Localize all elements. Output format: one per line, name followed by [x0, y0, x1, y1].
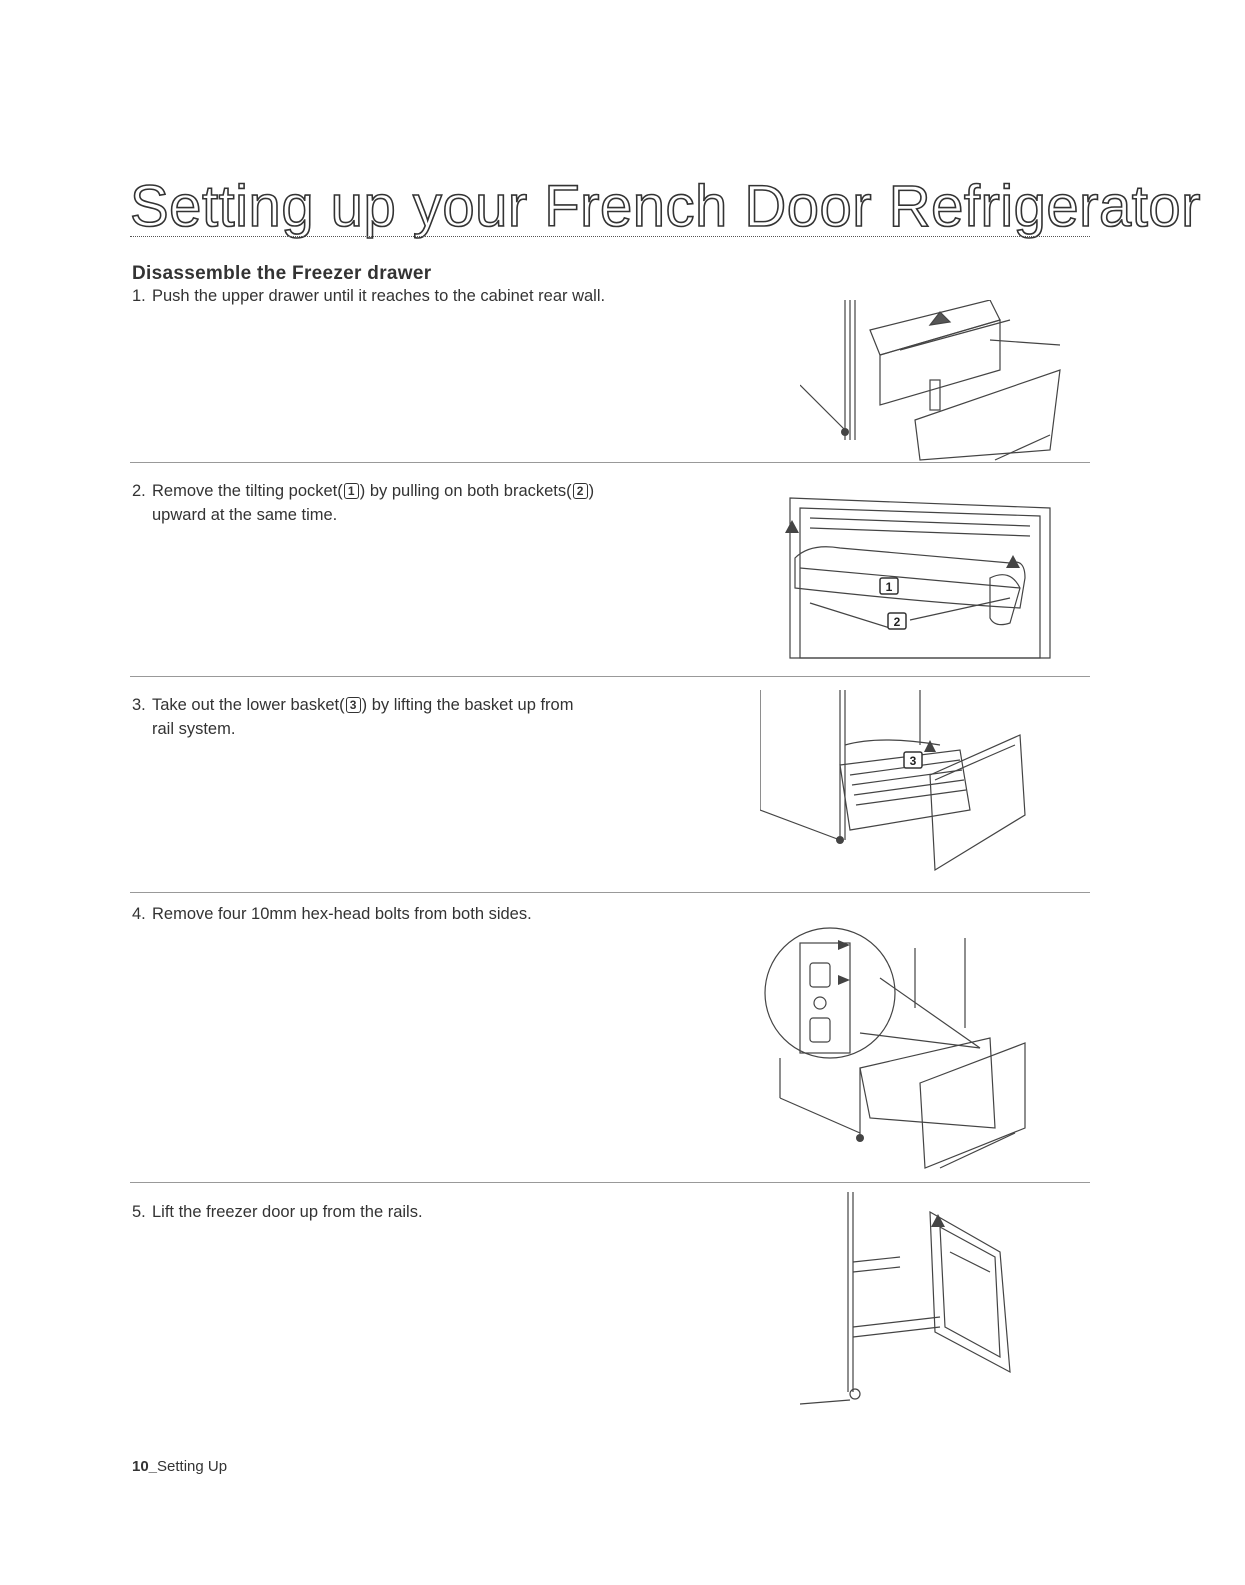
figure-freezer-door [800, 1192, 1020, 1412]
figure-callout-3: 3 [909, 754, 917, 768]
figure-tilting-pocket [780, 488, 1060, 663]
step-text: Lift the freezer door up from the rails. [152, 1203, 423, 1221]
footer-label: Setting Up [157, 1458, 228, 1475]
figure-callout-2: 2 [893, 615, 901, 629]
page-title: Setting up your French Door Refrigerator [130, 174, 1201, 239]
step-text: Take out the lower basket( [152, 696, 345, 714]
figure-hex-bolts [760, 918, 1050, 1178]
page-number: 10_ [132, 1458, 158, 1475]
step-number: 2. [132, 482, 146, 500]
step-number: 1. [132, 287, 146, 305]
figure-callout-1: 1 [885, 580, 893, 594]
step-number: 5. [132, 1203, 146, 1221]
divider [130, 676, 1090, 677]
step-2 [132, 479, 594, 527]
step-4 [132, 902, 532, 926]
step-number: 4. [132, 905, 146, 923]
step-text: Remove four 10mm hex-head bolts from both sides. [152, 905, 532, 923]
divider [130, 1182, 1090, 1183]
step-text: ) by pulling on both brackets( [359, 482, 572, 500]
step-text-line2: rail system. [152, 720, 236, 738]
section-heading: Disassemble the Freezer drawer [132, 263, 432, 284]
step-3 [132, 693, 573, 741]
step-text: Push the upper drawer until it reaches to the cabinet rear wall. [152, 287, 606, 305]
step-text-line2: upward at the same time. [152, 506, 338, 524]
figure-push-drawer [800, 300, 1070, 470]
step-text: ) [588, 482, 595, 500]
figure-lower-basket [760, 690, 1050, 885]
callout-badge-3: 3 [346, 697, 361, 713]
divider [130, 462, 1090, 463]
step-5 [132, 1200, 423, 1224]
step-text: ) by lifting the basket up from [361, 696, 574, 714]
page-footer [132, 1458, 227, 1475]
step-number: 3. [132, 696, 146, 714]
callout-badge-1: 1 [344, 483, 359, 499]
step-1 [132, 284, 605, 308]
step-text: Remove the tilting pocket( [152, 482, 343, 500]
divider [130, 892, 1090, 893]
callout-badge-2: 2 [573, 483, 588, 499]
title-rule [130, 236, 1090, 237]
